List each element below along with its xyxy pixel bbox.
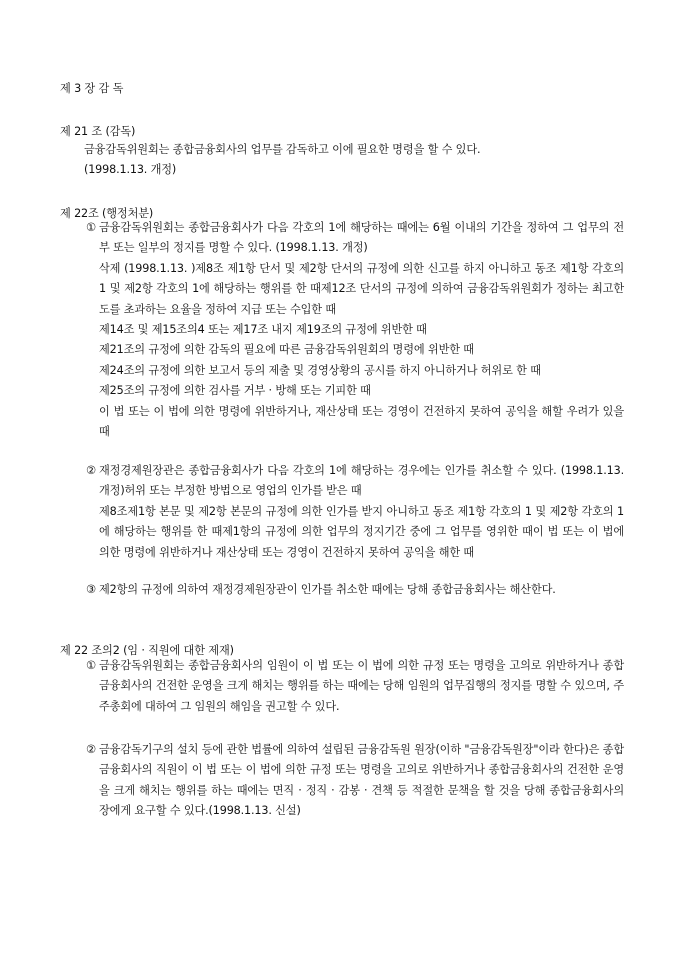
- article-22-2-item-1: [84, 656, 624, 717]
- item-number: ③: [86, 583, 96, 596]
- item-text: 재정경제원장관은 종합금융회사가 다음 각호의 1에 해당하는 경우에는 인가를 취소할 수 있다. (1998.1.13. 개정)허위 또는 부정한 방법으로 영업의 인가를 받은 때: [99, 464, 624, 498]
- article-21-body: [84, 140, 624, 181]
- sub-clause: 제8조제1항 본문 및 제2항 본문의 규정에 의한 인가를 받지 아니하고 동조 제1항 각호의 1 및 제2항 각호의 1에 해당하는 행위를 한 때제1항의 규정에 의한 업무의 정지기간 중에 그 업무를 영위한 때이 법 또는 이 법에 의한 명령에 위반하거나 재산상태 또는 경영이 건전하지 못하여 공익을 해한 때: [99, 504, 624, 559]
- sub-clause: 제21조의 규정에 의한 감독의 필요에 따른 금융감독위원회의 명령에 위반한 때: [99, 343, 474, 357]
- article-22-title: 제 22조 (행정처분): [60, 207, 154, 220]
- chapter-heading: 제 3 장 감 독: [60, 82, 124, 95]
- item-number: ①: [86, 221, 96, 234]
- item-text: 제2항의 규정에 의하여 재정경제원장관이 인가를 취소한 때에는 당해 종합금융회사는 해산한다.: [99, 583, 556, 596]
- article-21-title: 제 21 조 (감독): [60, 125, 136, 138]
- article-22-item-1: [84, 218, 624, 442]
- item-number: ②: [86, 743, 96, 756]
- article-22-item-2: [84, 461, 624, 563]
- item-number: ②: [86, 464, 96, 477]
- item-text: 금융감독기구의 설치 등에 관한 법률에 의하여 설립된 금융감독원 원장(이하 "금융감독원장"이라 한다)은 종합금융회사의 직원이 이 법 또는 이 법에 의한 규정 또는 명령을 고의로 위반하거나 종합금융회사의 건전한 운영을 크게 해치는 행위를 하는 때에는 면직 · 정직 · 감봉 · 견책 등 적절한 문책을 할 것을 당해 종합금융회사의 장에게 요구할 수 있다.(1998.1.13. 신설): [99, 743, 624, 818]
- article-21-text: 금융감독위원회는 종합금융회사의 업무를 감독하고 이에 필요한 명령을 할 수 있다.: [84, 143, 481, 156]
- item-text: 금융감독위원회는 종합금융회사가 다음 각호의 1에 해당하는 때에는 6월 이내의 기간을 정하여 그 업무의 전부 또는 일부의 정지를 명할 수 있다. (1998.1.13. 개정): [99, 221, 624, 255]
- sub-clause: 이 법 또는 이 법에 의한 명령에 위반하거나, 재산상태 또는 경영이 건전하지 못하여 공익을 해할 우려가 있을 때: [99, 404, 624, 439]
- sub-clause: 제14조 및 제15조의4 또는 제17조 내지 제19조의 규정에 위반한 때: [99, 323, 427, 337]
- item-text: 금융감독위원회는 종합금융회사의 임원이 이 법 또는 이 법에 의한 규정 또는 명령을 고의로 위반하거나 종합금융회사의 건전한 운영을 크게 해치는 행위를 하는 때에는 당해 임원의 업무집행의 정지를 명할 수 있으며, 주주총회에 대하여 그 임원의 해임을 권고할 수 있다.: [99, 659, 624, 713]
- article-22-2-title: 제 22 조의2 (임 · 직원에 대한 제재): [60, 644, 234, 657]
- sub-clause: 삭제 (1998.1.13. )제8조 제1항 단서 및 제2항 단서의 규정에 의한 신고를 하지 아니하고 동조 제1항 각호의 1 및 제2항 각호의 1에 해당하는 행위를 한 때제12조 단서의 규정에 의하여 금융감독위원회가 정하는 최고한도를 초과하는 요율을 정하여 지급 또는 수입한 때: [99, 261, 624, 316]
- article-22-item-3: [84, 580, 624, 600]
- sub-clause: 제25조의 규정에 의한 검사를 거부 · 방해 또는 기피한 때: [99, 384, 371, 398]
- sub-clause: 제24조의 규정에 의한 보고서 등의 제출 및 경영상황의 공시를 하지 아니하거나 허위로 한 때: [99, 363, 541, 377]
- item-number: ①: [86, 659, 96, 672]
- article-22-2-item-2: [84, 740, 624, 822]
- article-21-history: (1998.1.13. 개정): [84, 163, 177, 177]
